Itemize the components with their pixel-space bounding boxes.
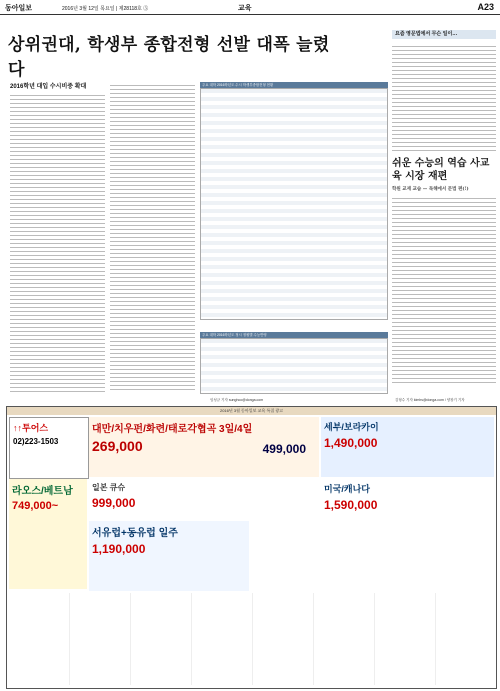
sidebar-box-title: 2016학년 대입 수시비중 확대 [10,84,87,90]
text-block [392,195,496,385]
table-susi [200,82,388,322]
ad-title: 미국/캐나다 [324,484,370,494]
ad-title: ↑↑투어스 [13,423,49,433]
text-block [110,82,195,392]
right-column-headline: 쉬운 수능의 역습 사교육 시장 재편 [392,158,490,182]
ad-price: 999,000 [92,496,136,510]
ad-europe[interactable] [89,521,249,591]
article-column-2 [110,82,195,392]
table-body [200,338,388,394]
table-body [200,88,388,320]
text-block [10,92,105,392]
right-column [392,30,496,385]
ad-price: 1,190,000 [92,542,146,556]
ad-title: 세부/보라카이 [324,422,379,432]
right-column-subheadline: 학원 교재 교습 — 독해에서 문법 편(!) [392,187,469,192]
main-headline: 상위권대, 학생부 종합전형 선발 대폭 늘렸다 [8,35,330,80]
byline: 임성규 기자 sunghoo@donga.com [210,398,264,402]
ad-title: 대만/치우펀/화련/태로각협곡 3일/4일 [92,424,253,435]
section-label: 교육 [238,5,252,12]
ad-taiwan[interactable] [89,417,319,477]
ad-laos[interactable] [9,479,87,589]
ad-title: 서유럽+동유럽 일주 [92,528,178,539]
ad-strip: 2016년 3월 동아일보 교육 특집 광고 [7,407,496,415]
page-number: A23 [477,2,494,12]
table-title: 주요 대학 2016학년도 수시 학생부종합전형 현황 [200,82,388,88]
table-jeongsi [200,332,388,394]
ad-tours[interactable] [9,417,89,479]
ad-grid-bottom [9,593,494,685]
ad-japan[interactable] [89,479,319,519]
ad-price: 499,000 [262,442,306,456]
text-block [392,43,496,153]
masthead [0,0,500,15]
ad-price: 1,590,000 [324,498,378,512]
ad-price: 749,000~ [12,500,59,512]
ad-price: 1,490,000 [324,436,378,450]
byline-right: 김형수 기자 kimhs@donga.com / 양창기 기자 [395,398,465,402]
newspaper-logo: 동아일보 [5,5,33,12]
ad-title: 일본 큐슈 [92,483,126,492]
table-title: 주요 대학 2016학년도 정시 정원별 수능반영 [200,332,388,338]
ad-phone: 02)223-1503 [13,437,59,446]
article-column-1 [10,92,105,392]
ad-price: 269,000 [92,438,143,454]
right-column-header: 요즘 영문법에서 무슨 일이… [392,30,496,39]
ad-usa[interactable] [321,479,494,591]
issue-date: 2016년 3월 12일 목요일 | 제28118호 ⑤ [62,6,149,12]
ad-right-top[interactable] [321,417,494,477]
advertisement-section [6,406,497,689]
ad-title: 라오스/베트남 [12,486,73,497]
